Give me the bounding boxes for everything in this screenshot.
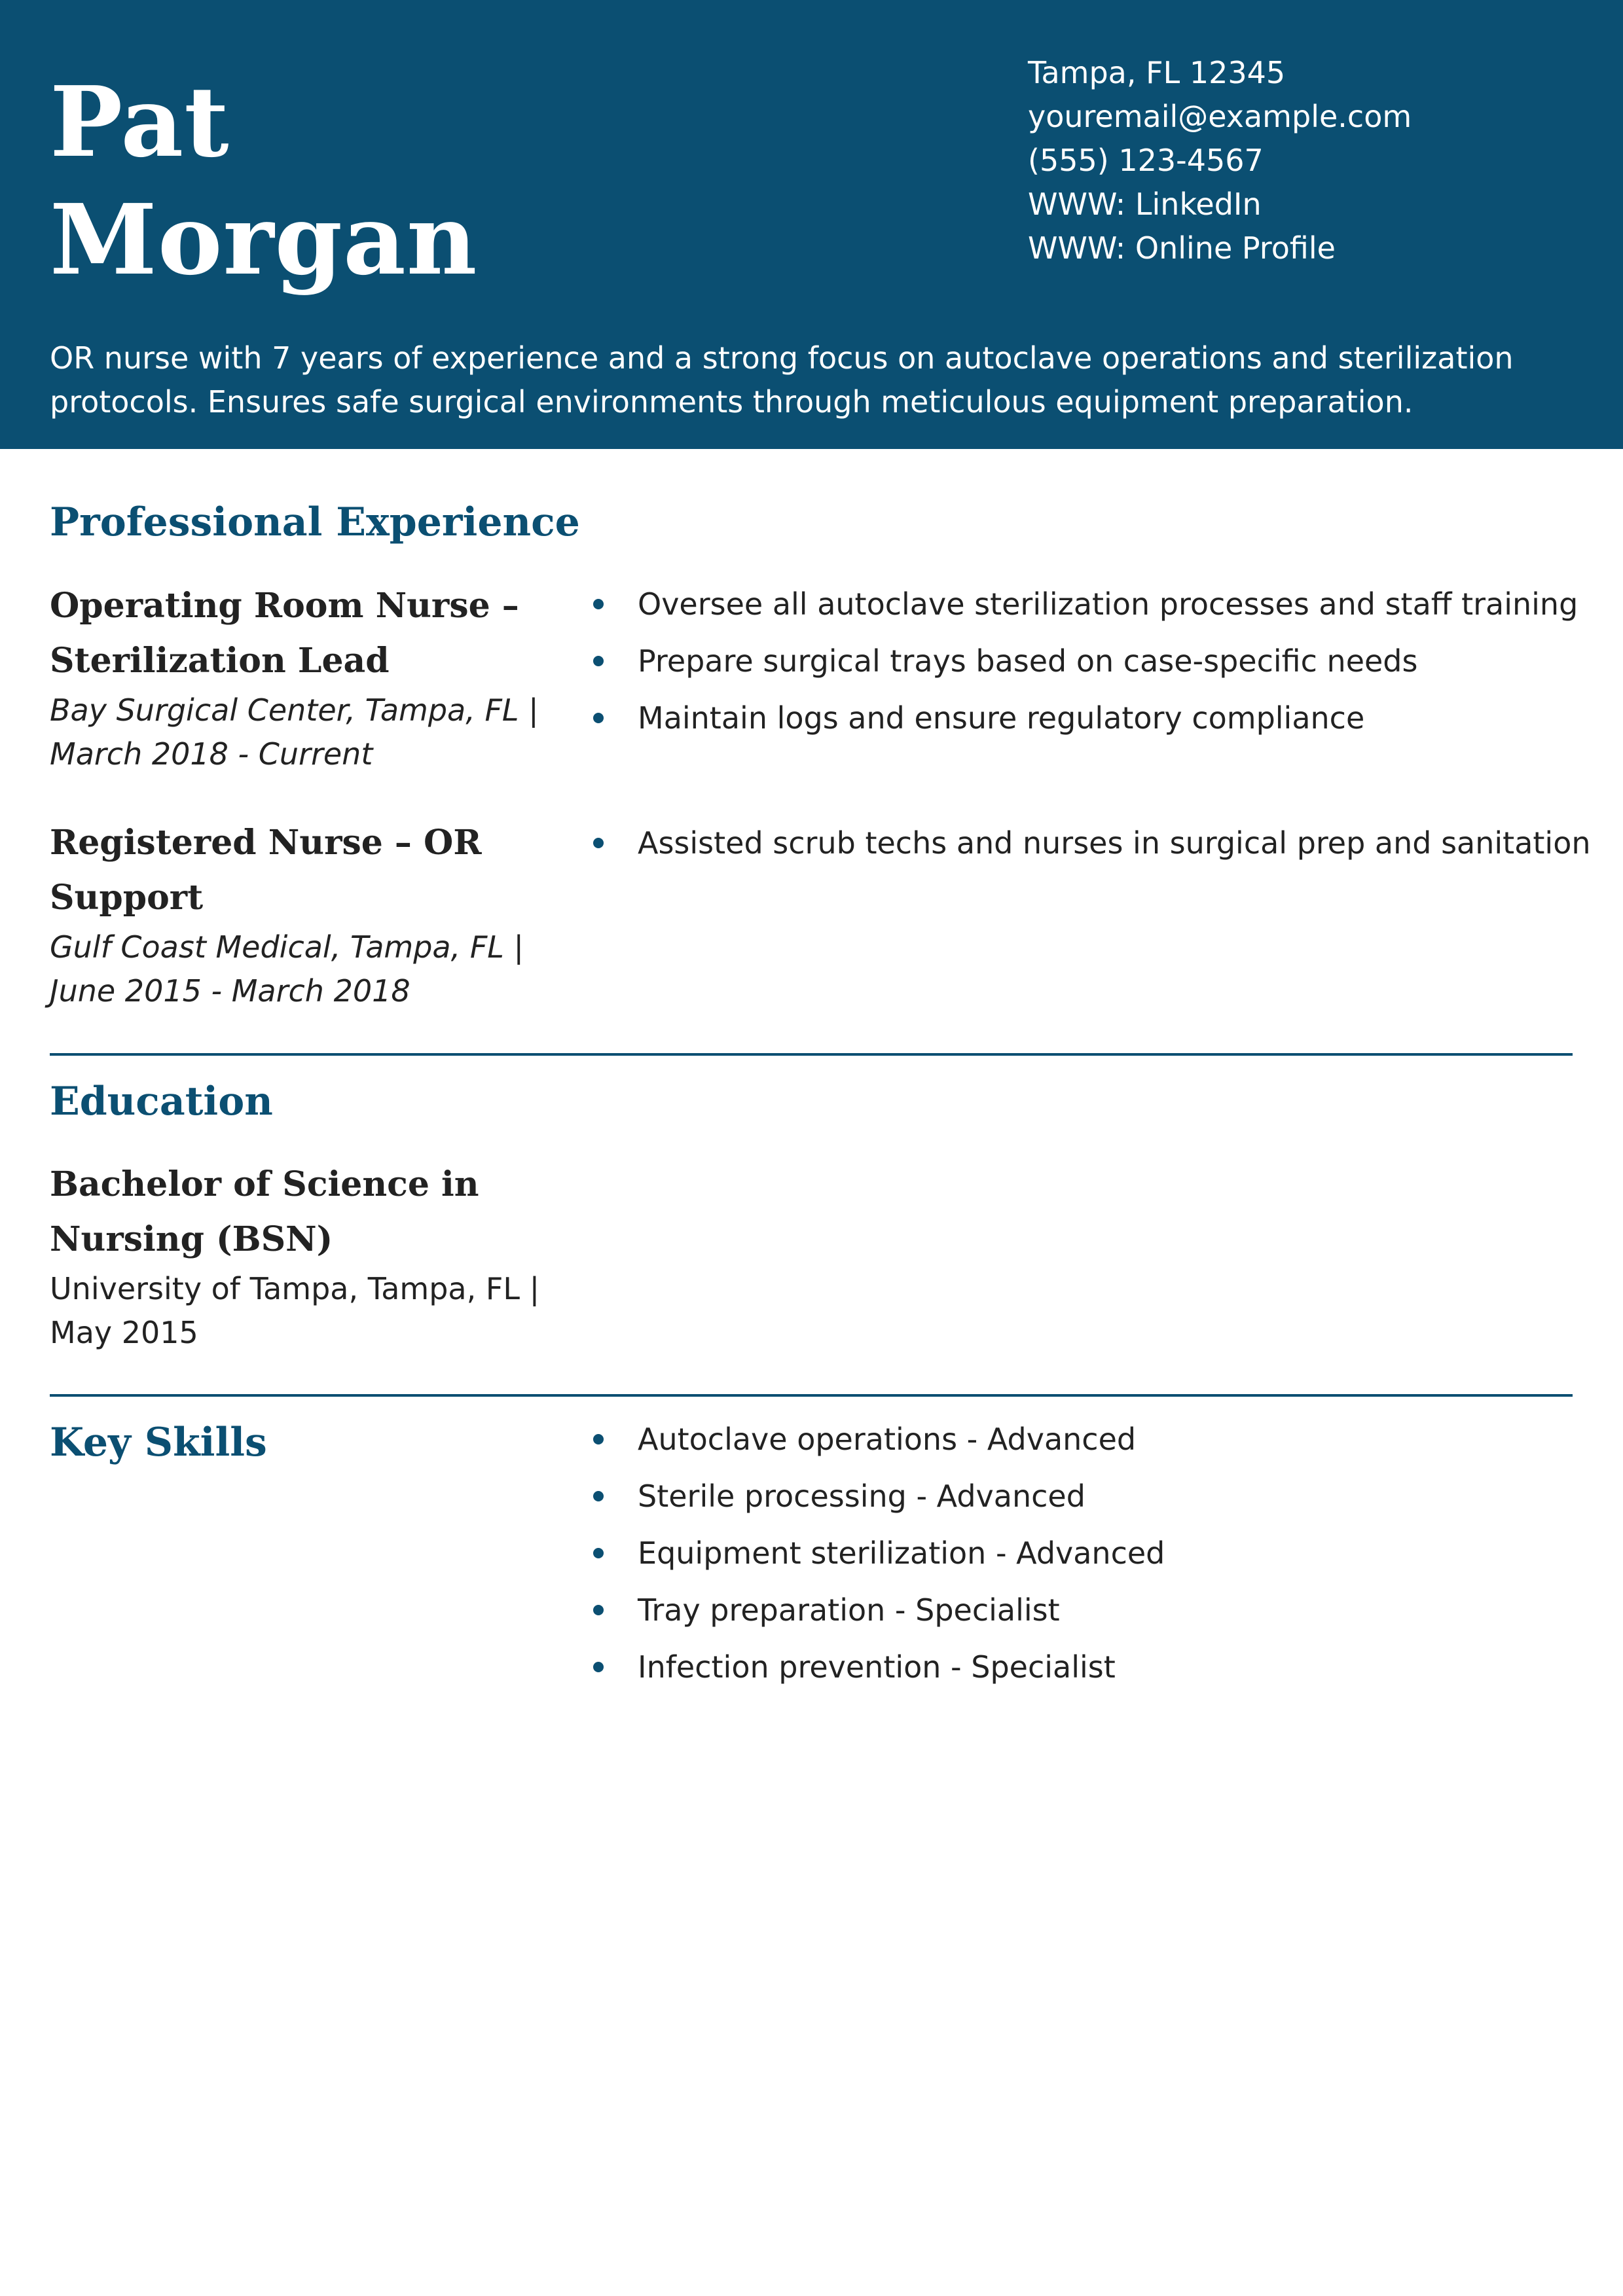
resume-header	[0, 0, 1623, 449]
bullet-icon	[593, 838, 604, 848]
contact-info	[1028, 51, 1412, 270]
job-role: Operating Room Nurse – Sterilization Lead	[50, 586, 519, 681]
job-header	[50, 816, 560, 1013]
job-meta: Gulf Coast Medical, Tampa, FL | June 2015 - March 2018	[50, 929, 524, 1009]
list-item	[593, 576, 1578, 633]
job-bullets	[593, 576, 1578, 747]
bullet-text: Maintain logs and ensure regulatory compliance	[638, 700, 1365, 736]
list-item	[593, 633, 1575, 690]
bullet-text: Prepare surgical trays based on case-specific needs	[638, 643, 1418, 679]
contact-profile-link[interactable]: WWW: Online Profile	[1028, 230, 1336, 266]
job-meta: Bay Surgical Center, Tampa, FL | March 2018 - Current	[50, 692, 539, 772]
list-item	[593, 1411, 1575, 1468]
bullet-text: Assisted scrub techs and nurses in surgical prep and sanitation	[638, 825, 1591, 861]
section-title-skills: Key Skills	[50, 1420, 267, 1465]
skill-text: Autoclave operations - Advanced	[638, 1422, 1137, 1457]
degree-title: Bachelor of Science in Nursing (BSN)	[50, 1164, 479, 1259]
bullet-text: Oversee all autoclave sterilization processes and staff training	[638, 586, 1578, 622]
bullet-icon	[593, 1662, 604, 1672]
contact-email[interactable]: youremail@example.com	[1028, 99, 1412, 134]
skill-text: Tray preparation - Specialist	[638, 1592, 1060, 1628]
job-role: Registered Nurse – OR Support	[50, 823, 482, 918]
list-item	[593, 1582, 1575, 1639]
contact-phone: (555) 123-4567	[1028, 143, 1264, 178]
professional-summary: OR nurse with 7 years of experience and a strong focus on autoclave operations and sterilization protocols. Ensures safe surgical environments through meticulous equipment preparation.	[50, 340, 1514, 420]
skill-text: Sterile processing - Advanced	[638, 1479, 1085, 1514]
section-title-education: Education	[50, 1079, 273, 1124]
contact-location: Tampa, FL 12345	[1028, 55, 1286, 90]
list-item	[593, 815, 1591, 872]
section-divider	[50, 1394, 1573, 1397]
section-title-experience: Professional Experience	[50, 499, 580, 545]
skill-text: Equipment sterilization - Advanced	[638, 1535, 1165, 1571]
job-header	[50, 579, 560, 776]
bullet-icon	[593, 1434, 604, 1444]
education-meta: University of Tampa, Tampa, FL | May 2015	[50, 1271, 540, 1350]
skill-text: Infection prevention - Specialist	[638, 1649, 1116, 1685]
candidate-name	[50, 63, 478, 298]
list-item	[593, 1525, 1575, 1582]
education-entry	[50, 1157, 560, 1355]
bullet-icon	[593, 713, 604, 723]
bullet-icon	[593, 656, 604, 666]
list-item	[593, 1639, 1575, 1696]
bullet-icon	[593, 1605, 604, 1615]
first-name: Pat	[50, 65, 230, 179]
job-bullets	[593, 815, 1591, 872]
contact-linkedin-link[interactable]: WWW: LinkedIn	[1028, 187, 1262, 222]
skills-list	[593, 1411, 1575, 1696]
list-item	[593, 690, 1575, 747]
list-item	[593, 1468, 1575, 1525]
bullet-icon	[593, 1548, 604, 1558]
bullet-icon	[593, 599, 604, 609]
last-name: Morgan	[50, 183, 478, 296]
section-divider	[50, 1053, 1573, 1056]
bullet-icon	[593, 1491, 604, 1501]
